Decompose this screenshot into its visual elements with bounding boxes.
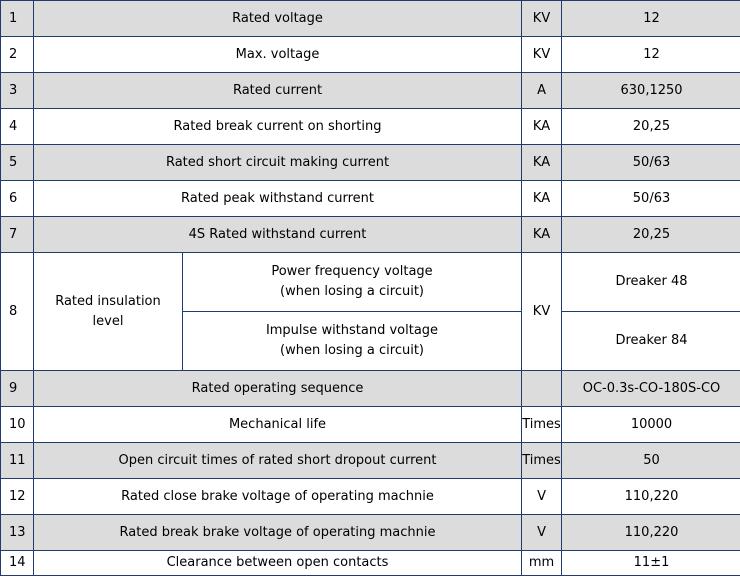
row-number: 2 <box>1 37 34 73</box>
unit-cell: Times <box>522 407 562 443</box>
table-row <box>1 407 740 443</box>
value-cell: 50/63 <box>562 181 740 217</box>
unit-cell: KV <box>522 253 562 371</box>
row-number: 11 <box>1 443 34 479</box>
table-row <box>1 145 740 181</box>
row-number: 4 <box>1 109 34 145</box>
table-row <box>1 551 740 576</box>
parameter-name: Rated peak withstand current <box>34 181 522 217</box>
group-label-line2: level <box>92 313 124 329</box>
value-cell: 110,220 <box>562 479 740 515</box>
table-row <box>1 443 740 479</box>
unit-cell: mm <box>522 551 562 576</box>
table-row <box>1 181 740 217</box>
parameter-name: Rated voltage <box>34 1 522 37</box>
value-cell: 630,1250 <box>562 73 740 109</box>
table-row <box>1 479 740 515</box>
unit-cell: V <box>522 479 562 515</box>
row-number: 13 <box>1 515 34 551</box>
value-cell: 12 <box>562 1 740 37</box>
row-number: 6 <box>1 181 34 217</box>
parameter-name: 4S Rated withstand current <box>34 217 522 253</box>
value-cell: 20,25 <box>562 217 740 253</box>
unit-cell: KA <box>522 217 562 253</box>
table-row <box>1 1 740 37</box>
parameter-name: Clearance between open contacts <box>34 551 522 576</box>
value-cell: Dreaker 84 <box>562 312 740 371</box>
impulse-withstand-label <box>183 312 522 371</box>
value-cell: 11±1 <box>562 551 740 576</box>
parameter-name: Rated current <box>34 73 522 109</box>
sub-label-line1: Impulse withstand voltage <box>265 323 439 338</box>
value-cell: 110,220 <box>562 515 740 551</box>
parameter-name: Rated operating sequence <box>34 371 522 407</box>
row-number: 14 <box>1 551 34 576</box>
unit-cell: V <box>522 515 562 551</box>
unit-cell: KV <box>522 1 562 37</box>
table-row <box>1 109 740 145</box>
parameter-name: Rated break current on shorting <box>34 109 522 145</box>
sub-label-line2: (when losing a circuit) <box>280 343 424 358</box>
group-label-line1: Rated insulation <box>55 293 161 309</box>
unit-cell: KA <box>522 181 562 217</box>
parameter-name: Rated close brake voltage of operating machnie <box>34 479 522 515</box>
value-cell: 50 <box>562 443 740 479</box>
row-number: 9 <box>1 371 34 407</box>
row-number: 10 <box>1 407 34 443</box>
parameter-name: Rated break brake voltage of operating machnie <box>34 515 522 551</box>
power-frequency-label <box>183 253 522 312</box>
unit-cell: Times <box>522 443 562 479</box>
value-cell: 12 <box>562 37 740 73</box>
row-number: 8 <box>1 253 34 371</box>
unit-cell: KA <box>522 109 562 145</box>
unit-cell: KA <box>522 145 562 181</box>
row-number: 3 <box>1 73 34 109</box>
table-row <box>1 37 740 73</box>
value-cell: OC-0.3s-CO-180S-CO <box>562 371 740 407</box>
value-cell: 20,25 <box>562 109 740 145</box>
table-row <box>1 371 740 407</box>
row-number: 12 <box>1 479 34 515</box>
parameter-name: Mechanical life <box>34 407 522 443</box>
unit-cell: KV <box>522 37 562 73</box>
parameter-name: Max. voltage <box>34 37 522 73</box>
parameter-name: Rated short circuit making current <box>34 145 522 181</box>
sub-label-line1: Power frequency voltage <box>271 264 433 279</box>
table-row <box>1 217 740 253</box>
row-number: 5 <box>1 145 34 181</box>
table-row-insulation <box>1 253 740 312</box>
sub-label-line2: (when losing a circuit) <box>280 284 424 299</box>
value-cell: 10000 <box>562 407 740 443</box>
unit-cell <box>522 371 562 407</box>
value-cell: 50/63 <box>562 145 740 181</box>
row-number: 1 <box>1 1 34 37</box>
row-number: 7 <box>1 217 34 253</box>
table-row <box>1 73 740 109</box>
table-row <box>1 515 740 551</box>
parameter-name: Open circuit times of rated short dropout current <box>34 443 522 479</box>
insulation-group-label <box>34 253 183 371</box>
unit-cell: A <box>522 73 562 109</box>
value-cell: Dreaker 48 <box>562 253 740 312</box>
